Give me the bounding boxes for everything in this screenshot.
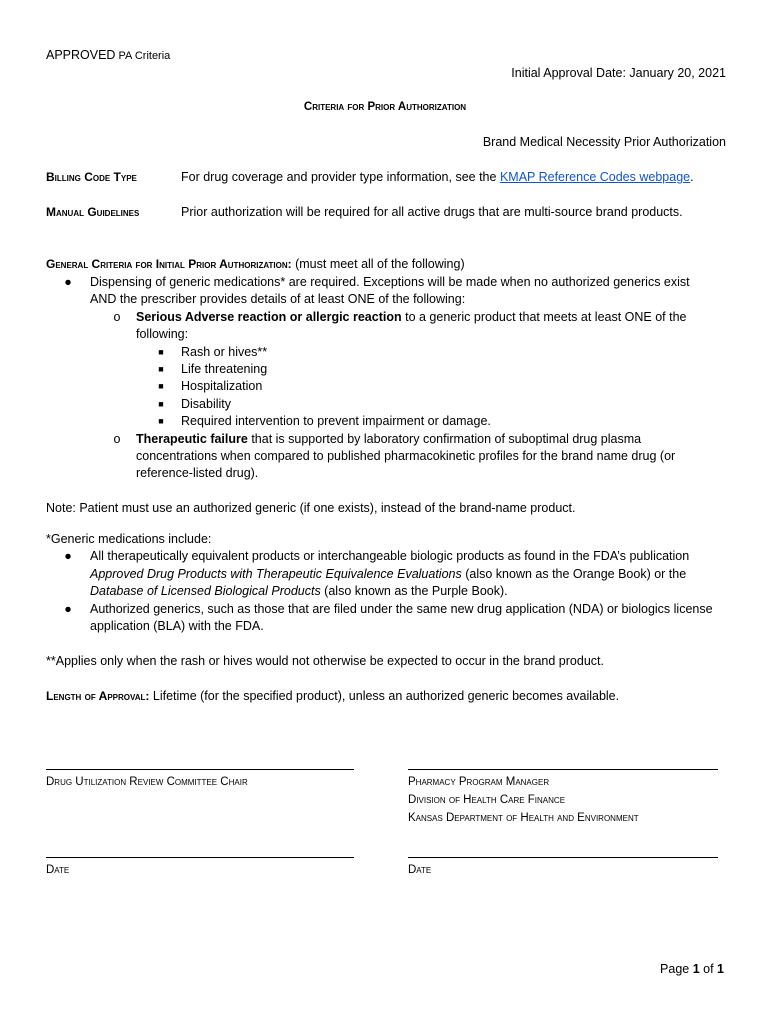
generic-b1-line3 xyxy=(90,583,508,601)
square-bullet-icon: ■ xyxy=(158,364,164,374)
generic-b1-line2-rest: (also known as the Orange Book) or the xyxy=(461,567,687,581)
length-label: Length of Approval: xyxy=(46,689,150,703)
date-line-right xyxy=(408,857,718,858)
generic-b1-line1: All therapeutically equivalent products or interchangeable biologic products as found in the FDA’s publication xyxy=(90,549,690,563)
length-of-approval xyxy=(46,688,619,706)
approved-rest: PA Criteria xyxy=(115,50,171,62)
general-criteria-label: General Criteria for Initial Prior Authorization: xyxy=(46,257,292,271)
billing-code-label: Billing Code Type xyxy=(46,170,137,184)
department-title: Kansas Department of Health and Environment xyxy=(408,812,639,824)
approved-label xyxy=(46,47,170,66)
note-text: Note: Patient must use an authorized generic (if one exists), instead of the brand-name product. xyxy=(46,501,576,515)
general-criteria-heading xyxy=(46,256,465,274)
date-label-left: Date xyxy=(46,864,70,876)
sub2-bold: Therapeutic failure xyxy=(136,432,248,446)
sub1-bold: Serious Adverse reaction or allergic reaction xyxy=(136,310,402,324)
orange-book-title: Approved Drug Products with Therapeutic Equivalence Evaluations xyxy=(90,567,462,581)
kmap-reference-link[interactable]: KMAP Reference Codes webpage xyxy=(499,170,691,184)
generic-b1-line3-rest: (also known as the Purple Book). xyxy=(320,584,508,598)
sub2-line2: concentrations when compared to published pharmacokinetic profiles for the brand name drug (or xyxy=(136,449,676,463)
list-item: Life threatening xyxy=(181,362,268,376)
manual-guidelines-text: Prior authorization will be required for all active drugs that are multi-source brand products. xyxy=(181,205,683,219)
generic-b2-line2: application (BLA) with the FDA. xyxy=(90,619,264,633)
bullet-icon: ● xyxy=(64,549,72,563)
document-title: Criteria for Prior Authorization xyxy=(303,101,467,113)
circle-bullet-icon: o xyxy=(113,310,121,324)
manual-guidelines-label: Manual Guidelines xyxy=(46,205,140,219)
pharmacy-manager-title: Pharmacy Program Manager xyxy=(408,776,550,788)
date-line-left xyxy=(46,857,354,858)
list-item: Rash or hives** xyxy=(181,345,268,359)
list-item: Disability xyxy=(181,397,232,411)
billing-code-text xyxy=(181,169,694,187)
purple-book-title: Database of Licensed Biological Products xyxy=(90,584,321,598)
page-prefix: Page xyxy=(660,962,693,976)
billing-after: . xyxy=(690,170,694,184)
sub1-line2: following: xyxy=(136,327,189,341)
billing-text: For drug coverage and provider type information, see the xyxy=(181,170,500,184)
generic-b2-line1: Authorized generics, such as those that are filed under the same new drug application (NDA) or biologics license xyxy=(90,602,713,616)
square-bullet-icon: ■ xyxy=(158,399,164,409)
bullet-icon: ● xyxy=(64,602,72,616)
general-criteria-rest: (must meet all of the following) xyxy=(291,257,465,271)
circle-bullet-icon: o xyxy=(113,432,121,446)
page-number xyxy=(660,961,724,979)
sub2-rest: that is supported by laboratory confirmation of suboptimal drug plasma xyxy=(247,432,642,446)
approved-strong: APPROVED xyxy=(46,48,116,62)
length-text: Lifetime (for the specified product), unless an authorized generic becomes available. xyxy=(149,689,620,703)
list-item: Hospitalization xyxy=(181,379,263,393)
sub2-line3: reference-listed drug). xyxy=(136,466,259,480)
initial-approval-date: Initial Approval Date: January 20, 2021 xyxy=(511,66,726,80)
generic-heading: *Generic medications include: xyxy=(46,532,212,546)
square-bullet-icon: ■ xyxy=(158,347,164,357)
page-of: of xyxy=(699,962,718,976)
footnote-text: **Applies only when the rash or hives would not otherwise be expected to occur in the brand product. xyxy=(46,654,604,668)
dur-chair-title: Drug Utilization Review Committee Chair xyxy=(46,776,248,788)
date-label-right: Date xyxy=(408,864,432,876)
bullet-icon: ● xyxy=(64,275,72,289)
division-title: Division of Health Care Finance xyxy=(408,794,566,806)
sub1-line1 xyxy=(136,309,687,327)
square-bullet-icon: ■ xyxy=(158,381,164,391)
square-bullet-icon: ■ xyxy=(158,416,164,426)
signature-line-right xyxy=(408,769,718,770)
bullet1-line1: Dispensing of generic medications* are required. Exceptions will be made when no authorized generics exist xyxy=(90,275,690,289)
document-subtitle: Brand Medical Necessity Prior Authorization xyxy=(482,135,726,149)
sub1-rest: to a generic product that meets at least ONE of the xyxy=(401,310,687,324)
signature-line-left xyxy=(46,769,354,770)
page-total: 1 xyxy=(717,962,724,976)
list-item: Required intervention to prevent impairment or damage. xyxy=(181,414,491,428)
sub2-line1 xyxy=(136,431,641,449)
page-current: 1 xyxy=(692,962,700,976)
bullet1-line2: AND the prescriber provides details of at least ONE of the following: xyxy=(90,292,466,306)
generic-b1-line2 xyxy=(90,566,686,584)
